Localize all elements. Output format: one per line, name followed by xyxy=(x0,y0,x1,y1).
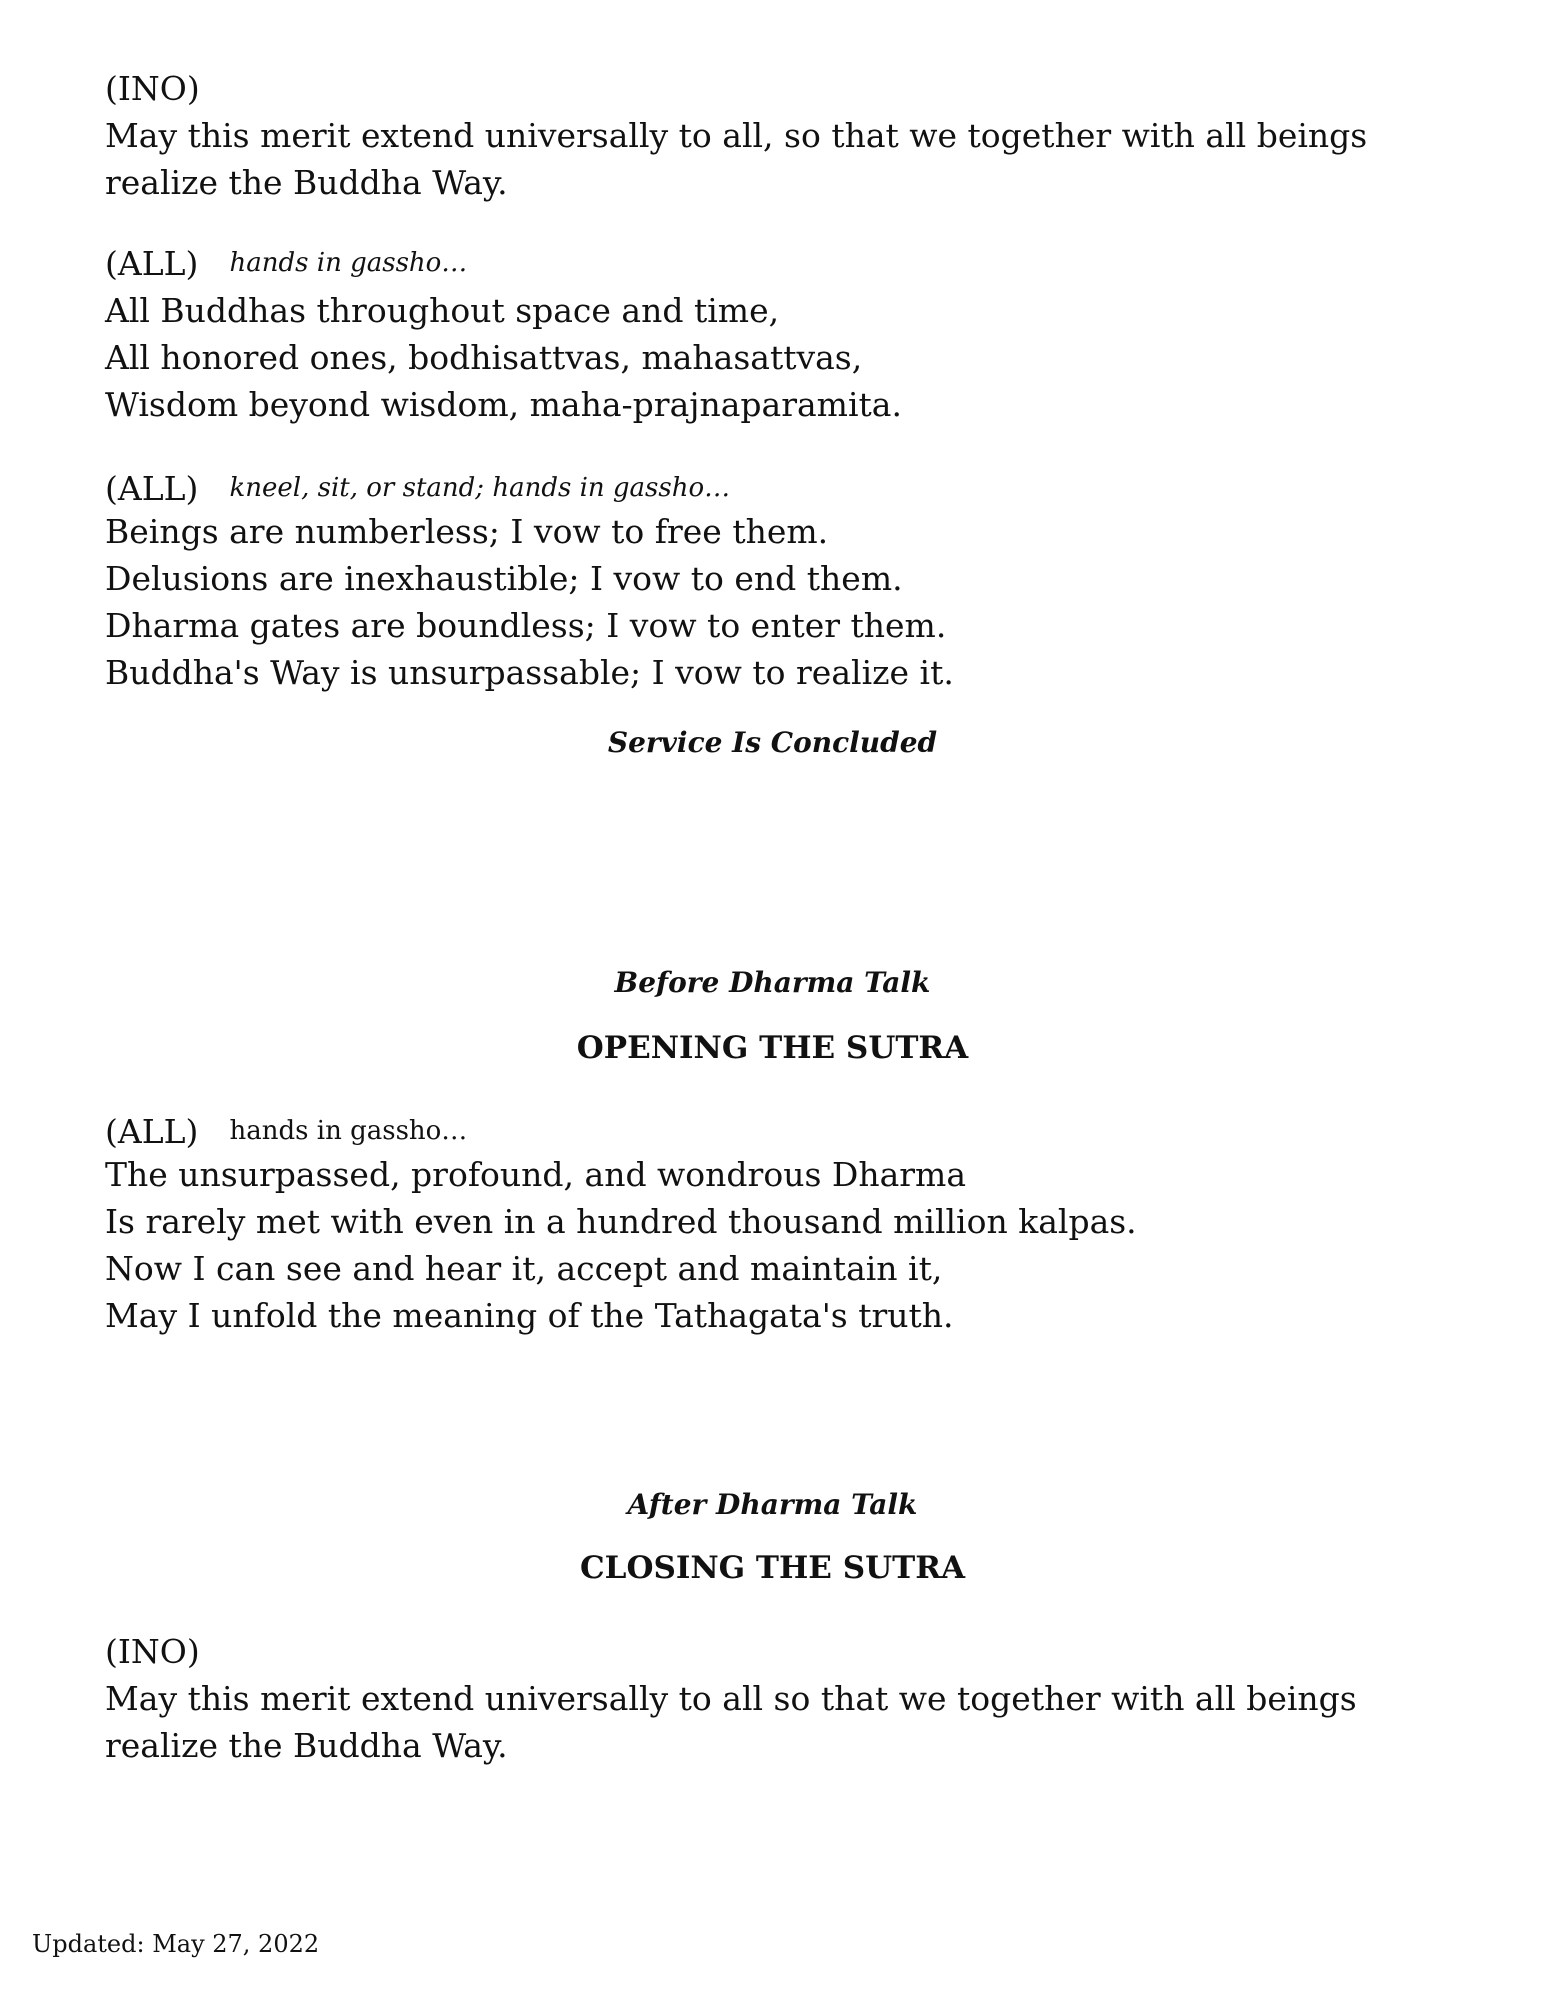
verse-line: Wisdom beyond wisdom, maha-prajnaparamita. xyxy=(105,385,902,424)
verse-line: Buddha's Way is unsurpassable; I vow to realize it. xyxy=(105,653,954,692)
stage-direction: hands in gassho… xyxy=(229,1116,468,1146)
verse-line: Beings are numberless; I vow to free them. xyxy=(105,512,829,551)
stage-direction: hands in gassho… xyxy=(229,248,468,278)
service-concluded-note: Service Is Concluded xyxy=(607,726,938,759)
verse-line: Dharma gates are boundless; I vow to enter them. xyxy=(105,606,947,645)
opening-heading: OPENING THE SUTRA xyxy=(576,1030,969,1066)
verse-line: Now I can see and hear it, accept and maintain it, xyxy=(105,1249,943,1288)
verse-line: May this merit extend universally to all so that we together with all beings xyxy=(105,1679,1357,1718)
speaker-label: (ALL) xyxy=(105,1112,199,1151)
speaker-label: (INO) xyxy=(105,69,200,108)
verse-line: Delusions are inexhaustible; I vow to end them. xyxy=(105,559,903,598)
speaker-label: (ALL) xyxy=(105,469,199,508)
opening-verse-block xyxy=(105,1108,1405,1339)
closing-subheading: After Dharma Talk xyxy=(627,1488,918,1521)
closing-verse-block xyxy=(105,1628,1405,1769)
closing-heading: CLOSING THE SUTRA xyxy=(579,1550,966,1586)
verse-line: May this merit extend universally to all, so that we together with all beings xyxy=(105,116,1368,155)
speaker-row xyxy=(105,1108,1405,1151)
speaker-row xyxy=(105,240,1405,287)
stage-direction: kneel, sit, or stand; hands in gassho… xyxy=(229,473,731,503)
speaker-row xyxy=(105,465,1405,508)
opening-subheading: Before Dharma Talk xyxy=(614,966,931,999)
verse-line: All Buddhas throughout space and time, xyxy=(105,291,780,330)
verse-line: realize the Buddha Way. xyxy=(105,1726,508,1765)
vows-block xyxy=(105,465,1405,696)
verse-line: Is rarely met with even in a hundred thousand million kalpas. xyxy=(105,1202,1137,1241)
all-buddhas-block xyxy=(105,240,1405,428)
speaker-label: (ALL) xyxy=(105,244,199,283)
verse-line: realize the Buddha Way. xyxy=(105,163,508,202)
speaker-label: (INO) xyxy=(105,1632,200,1671)
verse-line: May I unfold the meaning of the Tathagata's truth. xyxy=(105,1296,954,1335)
merit-dedication-block xyxy=(105,65,1405,206)
updated-date: Updated: May 27, 2022 xyxy=(32,1930,320,1958)
verse-line: The unsurpassed, profound, and wondrous Dharma xyxy=(105,1155,966,1194)
verse-line: All honored ones, bodhisattvas, mahasattvas, xyxy=(105,338,863,377)
